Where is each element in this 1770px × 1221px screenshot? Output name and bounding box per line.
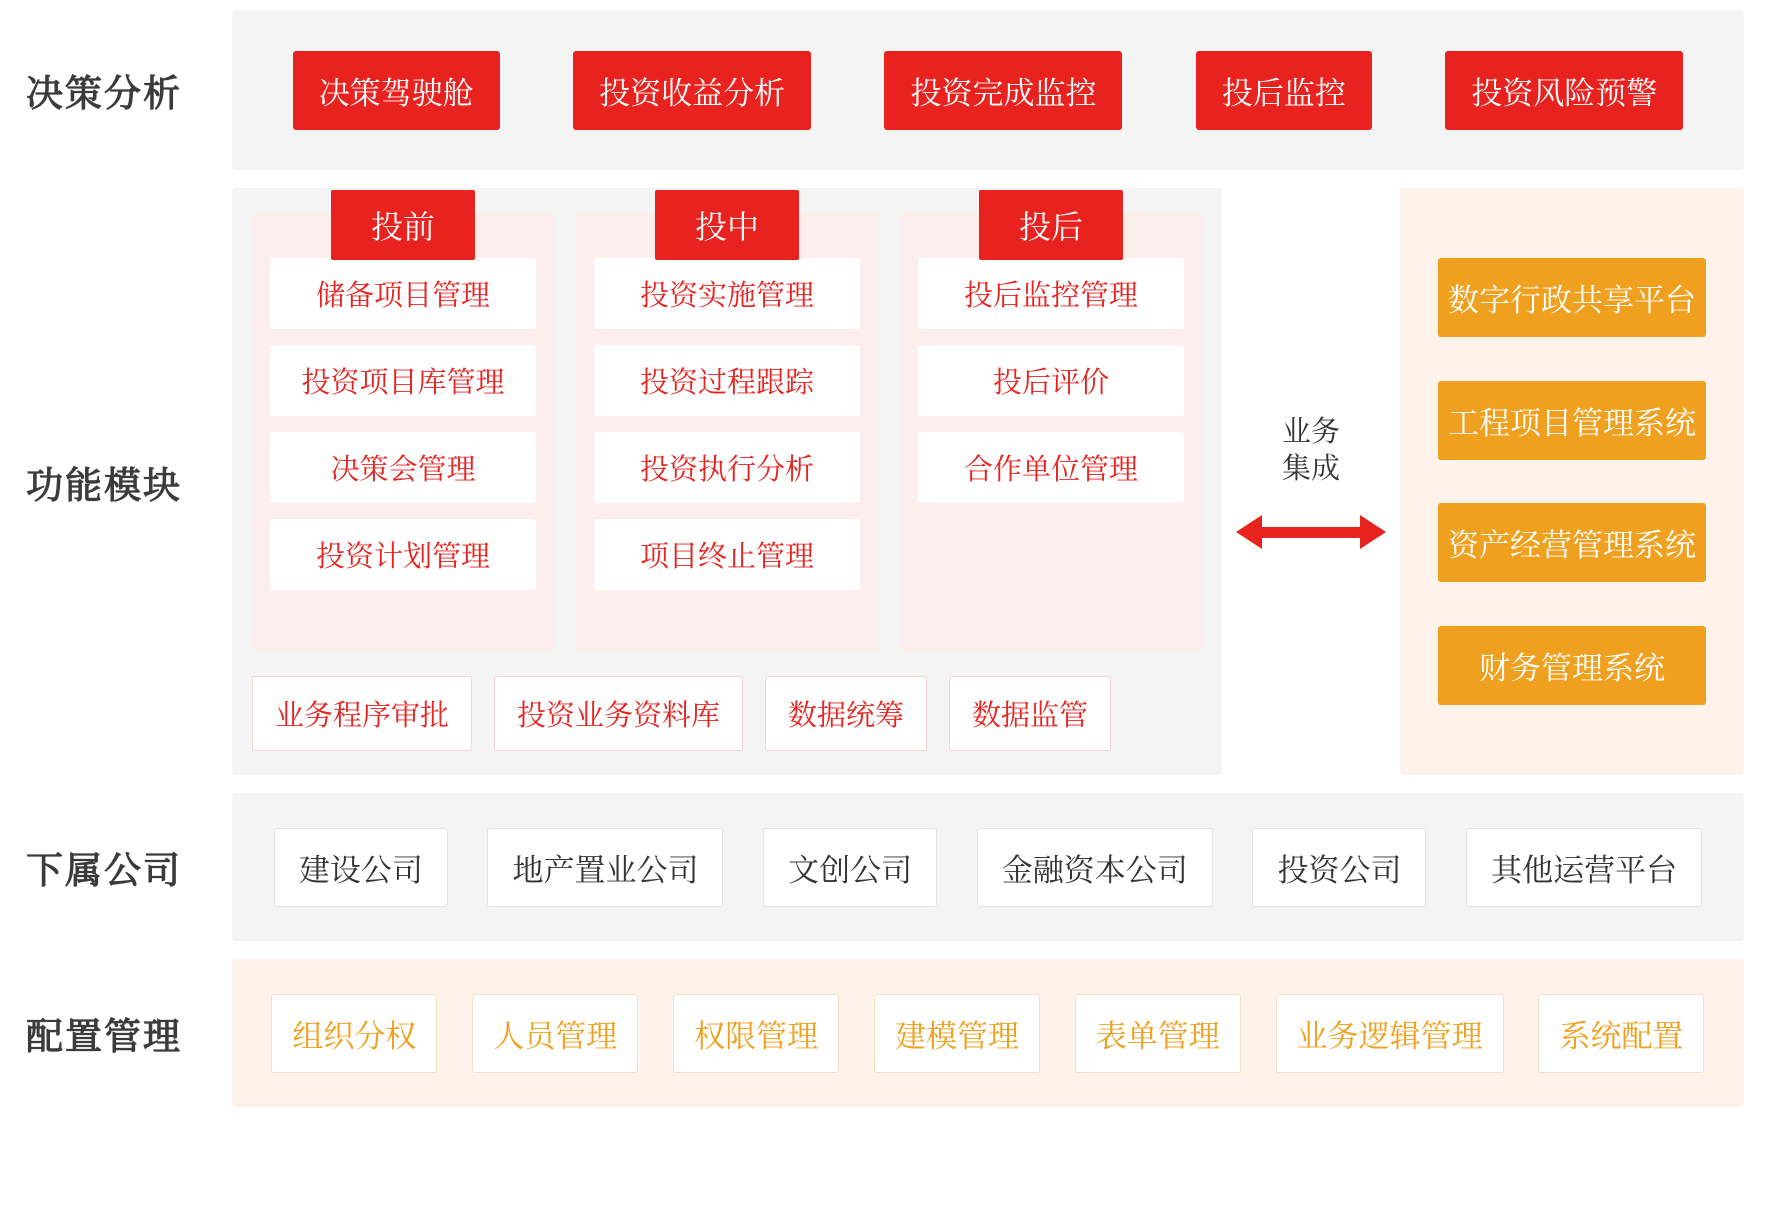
- stage-item-reserve-project-mgmt[interactable]: 储备项目管理: [270, 258, 536, 329]
- system-financial-mgmt[interactable]: 财务管理系统: [1438, 626, 1706, 705]
- arrow-left-head-icon: [1236, 515, 1262, 549]
- decision-analysis-panel: [232, 10, 1744, 170]
- row-subsidiaries: [0, 793, 1744, 941]
- decision-item-return-analysis[interactable]: 投资收益分析: [573, 51, 811, 130]
- subsidiary-real-estate[interactable]: 地产置业公司: [487, 828, 723, 907]
- stage-title-post-investment: 投后: [979, 190, 1123, 260]
- subsidiary-other-platforms[interactable]: 其他运营平台: [1466, 828, 1702, 907]
- stage-item-project-library-mgmt[interactable]: 投资项目库管理: [270, 345, 536, 416]
- stage-item-investment-plan-mgmt[interactable]: 投资计划管理: [270, 519, 536, 590]
- bottom-item-business-archive[interactable]: 投资业务资料库: [494, 676, 743, 751]
- decision-item-cockpit[interactable]: 决策驾驶舱: [293, 51, 500, 130]
- stage-column-during-investment: [576, 209, 878, 652]
- subsidiary-investment[interactable]: 投资公司: [1252, 828, 1426, 907]
- config-org-authorization[interactable]: 组织分权: [271, 994, 437, 1073]
- functional-bottom-items: [252, 676, 1202, 751]
- stage-item-post-monitor-mgmt[interactable]: 投后监控管理: [918, 258, 1184, 329]
- bottom-item-data-coordination[interactable]: 数据统筹: [765, 676, 927, 751]
- external-systems-panel: [1400, 188, 1744, 775]
- functional-modules-panel: [232, 188, 1222, 775]
- stage-item-execution-analysis[interactable]: 投资执行分析: [594, 432, 860, 503]
- stage-item-post-evaluation[interactable]: 投后评价: [918, 345, 1184, 416]
- configuration-panel: [232, 959, 1744, 1107]
- subsidiaries-panel: [232, 793, 1744, 941]
- config-form-mgmt[interactable]: 表单管理: [1075, 994, 1241, 1073]
- row-configuration: [0, 959, 1744, 1107]
- config-modeling-mgmt[interactable]: 建模管理: [874, 994, 1040, 1073]
- config-personnel-mgmt[interactable]: 人员管理: [472, 994, 638, 1073]
- stage-item-process-tracking[interactable]: 投资过程跟踪: [594, 345, 860, 416]
- stage-column-pre-investment: [252, 209, 554, 652]
- row-decision-analysis: [0, 10, 1744, 170]
- subsidiary-financial-capital[interactable]: 金融资本公司: [977, 828, 1213, 907]
- stage-title-during-investment: 投中: [655, 190, 799, 260]
- stage-item-decision-meeting-mgmt[interactable]: 决策会管理: [270, 432, 536, 503]
- row-label-functional-modules: 功能模块: [26, 464, 182, 506]
- bottom-item-business-approval[interactable]: 业务程序审批: [252, 676, 472, 751]
- stage-item-implementation-mgmt[interactable]: 投资实施管理: [594, 258, 860, 329]
- stage-title-pre-investment: 投前: [331, 190, 475, 260]
- bottom-item-data-supervision[interactable]: 数据监管: [949, 676, 1111, 751]
- stage-columns: [252, 209, 1202, 652]
- config-permission-mgmt[interactable]: 权限管理: [673, 994, 839, 1073]
- subsidiary-cultural-creative[interactable]: 文创公司: [763, 828, 937, 907]
- decision-item-risk-warning[interactable]: 投资风险预警: [1445, 51, 1683, 130]
- decision-item-post-monitor[interactable]: 投后监控: [1196, 51, 1372, 130]
- stage-item-partner-unit-mgmt[interactable]: 合作单位管理: [918, 432, 1184, 503]
- subsidiary-construction[interactable]: 建设公司: [274, 828, 448, 907]
- row-label-decision-analysis: 决策分析: [26, 73, 182, 114]
- business-integration-connector: [1222, 188, 1400, 775]
- business-integration-label-line2: 集成: [1281, 452, 1340, 485]
- row-label-subsidiaries: 下属公司: [26, 850, 182, 891]
- decision-item-completion-monitor[interactable]: 投资完成监控: [884, 51, 1122, 130]
- row-label-configuration: 配置管理: [26, 1016, 182, 1057]
- config-business-logic-mgmt[interactable]: 业务逻辑管理: [1276, 994, 1504, 1073]
- config-system-settings[interactable]: 系统配置: [1538, 994, 1704, 1073]
- system-asset-operation-mgmt[interactable]: 资产经营管理系统: [1438, 503, 1706, 582]
- business-integration-label: [1282, 414, 1340, 487]
- system-digital-admin-platform[interactable]: 数字行政共享平台: [1438, 258, 1706, 337]
- business-integration-label-line1: 业务: [1281, 416, 1340, 449]
- arrow-right-head-icon: [1360, 515, 1386, 549]
- stage-column-post-investment: [900, 209, 1202, 652]
- row-functional-modules: [0, 188, 1744, 775]
- double-arrow-icon: [1236, 515, 1386, 549]
- system-engineering-project-mgmt[interactable]: 工程项目管理系统: [1438, 381, 1706, 460]
- arrow-bar: [1260, 527, 1362, 538]
- stage-item-project-termination-mgmt[interactable]: 项目终止管理: [594, 519, 860, 590]
